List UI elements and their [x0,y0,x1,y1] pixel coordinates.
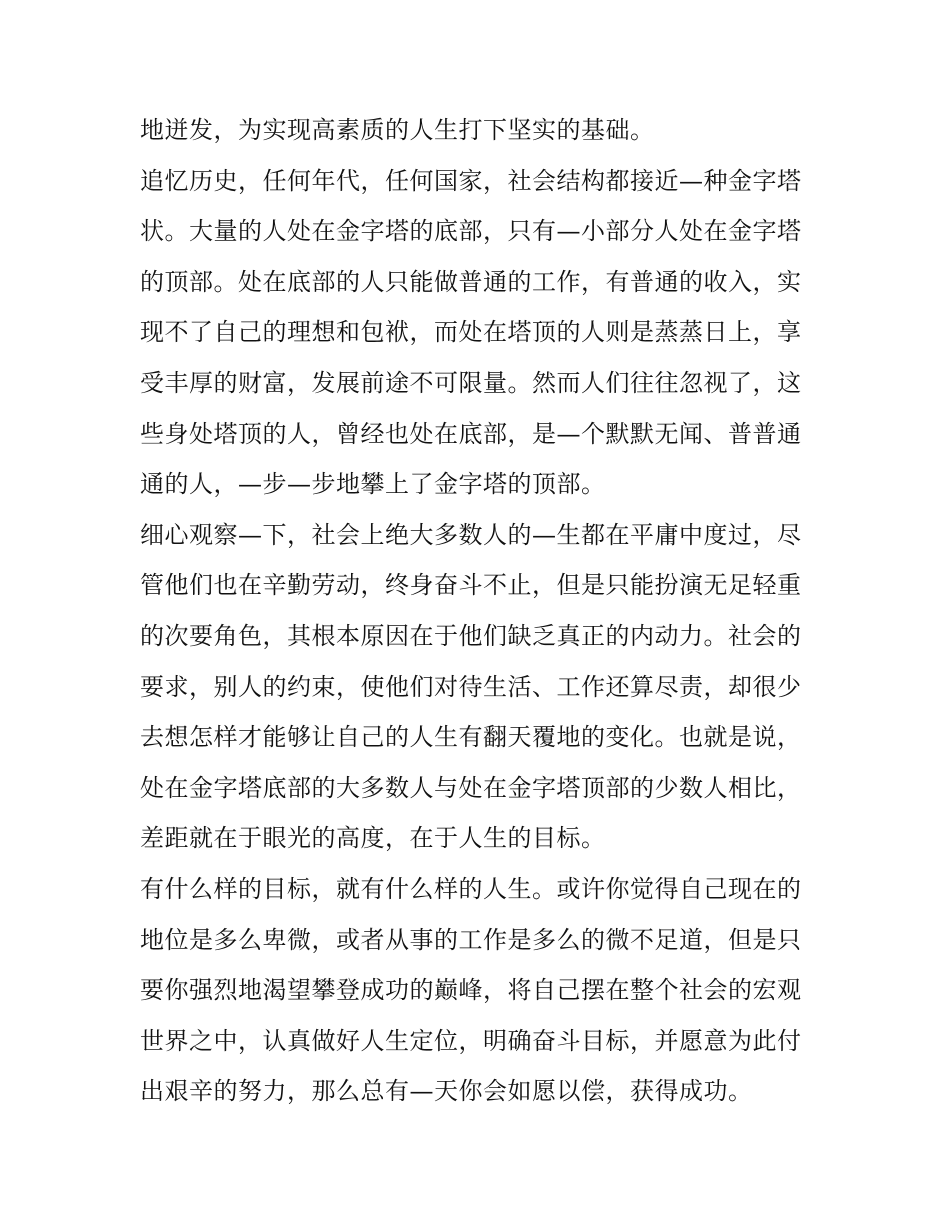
text-line: 要你强烈地渴望攀登成功的巅峰，将自己摆在整个社会的宏观 [140,976,802,1005]
text-line: 地迸发，为实现高素质的人生打下坚实的基础。 [140,116,655,144]
text-line: 管他们也在辛勤劳动，终身奋斗不止，但是只能扮演无足轻重 [140,571,802,600]
text-line: 差距就在于眼光的高度，在于人生的目标。 [140,824,606,853]
document-page [140,105,820,1117]
text-line: 世界之中，认真做好人生定位，明确奋斗目标，并愿意为此付 [140,1026,802,1055]
text-line: 地位是多么卑微，或者从事的工作是多么的微不足道，但是只 [140,925,802,954]
text-line: 要求，别人的约束，使他们对待生活、工作还算尽责，却很少 [140,672,802,701]
text-line: 细心观察—下，社会上绝大多数人的—生都在平庸中度过，尽 [140,520,802,549]
text-line: 处在金字塔底部的大多数人与处在金字塔顶部的少数人相比， [140,773,802,802]
text-line: 的顶部。处在底部的人只能做普通的工作，有普通的收入，实 [140,267,802,296]
text-line: 去想怎样才能够让自己的人生有翻天覆地的变化。也就是说， [140,723,802,752]
text-line: 的次要角色，其根本原因在于他们缺乏真正的内动力。社会的 [140,621,802,650]
text-line: 有什么样的目标，就有什么样的人生。或许你觉得自己现在的 [140,874,802,903]
text-line: 些身处塔顶的人，曾经也处在底部，是—个默默无闻、普普通 [140,419,802,448]
text-line: 通的人，—步—步地攀上了金字塔的顶部。 [140,470,606,499]
text-line: 现不了自己的理想和包袱，而处在塔顶的人则是蒸蒸日上，享 [140,318,802,347]
text-line: 状。大量的人处在金字塔的底部，只有—小部分人处在金字塔 [140,217,802,246]
text-line: 追忆历史，任何年代，任何国家，社会结构都接近—种金字塔 [140,166,802,195]
text-line: 受丰厚的财富，发展前途不可限量。然而人们往往忽视了，这 [140,368,802,397]
text-line: 出艰辛的努力，那么总有—天你会如愿以偿，获得成功。 [140,1077,753,1106]
